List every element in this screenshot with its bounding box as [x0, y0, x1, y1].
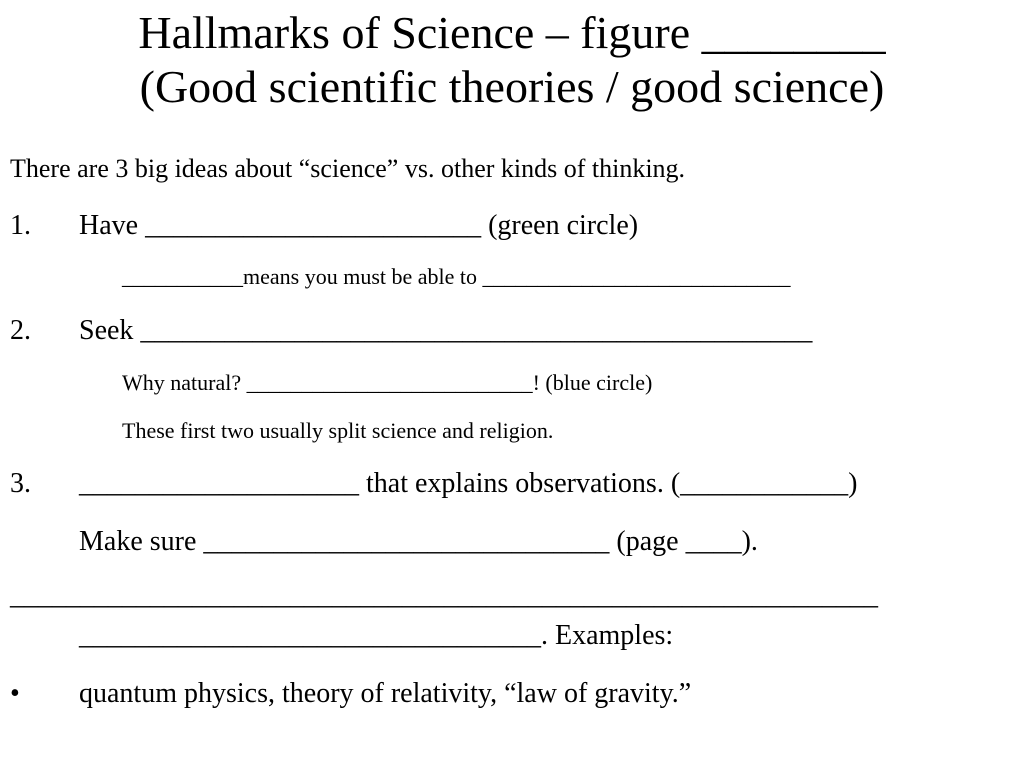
- item-1-subtext: ___________means you must be able to ____________________________: [122, 264, 791, 289]
- bullet-text: quantum physics, theory of relativity, “law of gravity.”: [79, 678, 692, 709]
- item-1-text: Have ________________________ (green circle): [79, 210, 639, 241]
- item-1-number: 1.: [10, 210, 31, 241]
- item-3-number: 3.: [10, 468, 31, 499]
- title-line-2: (Good scientific theories / good science): [139, 61, 885, 112]
- item-3-make-sure: Make sure _____________________________ (page ____).: [79, 526, 758, 557]
- page-title: [0, 6, 1024, 114]
- item-2-text: Seek ________________________________________________: [79, 315, 813, 346]
- title-line-1: Hallmarks of Science – figure ________: [138, 7, 886, 58]
- item-3-text: ____________________ that explains observations. (____________): [79, 468, 858, 499]
- item-2-number: 2.: [10, 315, 31, 346]
- item-2-subtext-2: These first two usually split science and religion.: [122, 418, 554, 443]
- item-3-blank-line: ______________________________________________________________: [10, 580, 878, 611]
- intro-text: There are 3 big ideas about “science” vs. other kinds of thinking.: [10, 154, 686, 183]
- item-3-examples: _________________________________. Examples:: [79, 620, 674, 651]
- item-2-subtext-1: Why natural? __________________________! (blue circle): [122, 370, 653, 395]
- bullet-marker: •: [10, 678, 20, 709]
